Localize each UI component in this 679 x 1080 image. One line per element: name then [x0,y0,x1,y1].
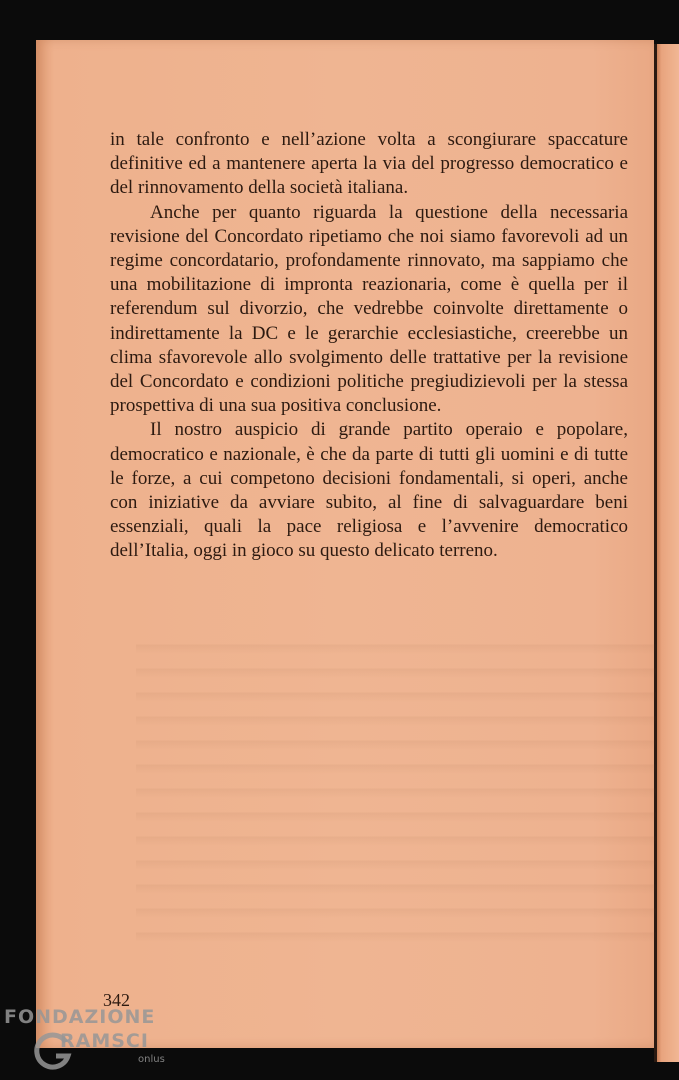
watermark-line-1: FONDAZIONE [4,1006,156,1028]
paragraph-3: Il nostro auspicio di grande partito operaio e popolare, democratico e nazionale, è che da parte di tutti gli uomini e di tutte le forze, a cui competono decisioni fondamentali, si operi, anche con iniziative da avviare subito, al fine di salvaguardare beni essenziali, quali la pace religiosa e l’avvenire democratico dell’Italia, oggi in gioco su questo delicato terreno. [110,419,628,562]
watermark-line-3: onlus [138,1054,165,1065]
page-number: 342 [103,990,130,1010]
watermark-line-2: RAMSCI [60,1030,149,1052]
fondazione-gramsci-watermark [4,1002,174,1076]
paragraph-2: Anche per quanto riguarda la questione della necessaria revisione del Concordato ripetiamo che noi siamo favorevoli ad un regime concordatario, profondamente rinnovato, ma sappiamo che una mobilitazione di impronta reazionaria, come è quella per il referendum sul divorzio, che vedrebbe coinvolte direttamente o indirettamente la DC e le gerarchie ecclesiastiche, creerebbe un clima sfavorevole allo svolgimento delle trattative per la revisione del Concordato e condizioni politiche pregiudizievoli per la stessa prospettiva di una sua positiva conclusione. [110,201,628,417]
next-page-edge [654,44,679,1062]
paragraph-1: in tale confronto e nell’azione volta a scongiurare spaccature definitive ed a mantenere aperta la via del progresso democratico e del rinnovamento della società italiana. [110,129,628,199]
page-body-text [110,128,628,564]
show-through-text [136,630,656,950]
